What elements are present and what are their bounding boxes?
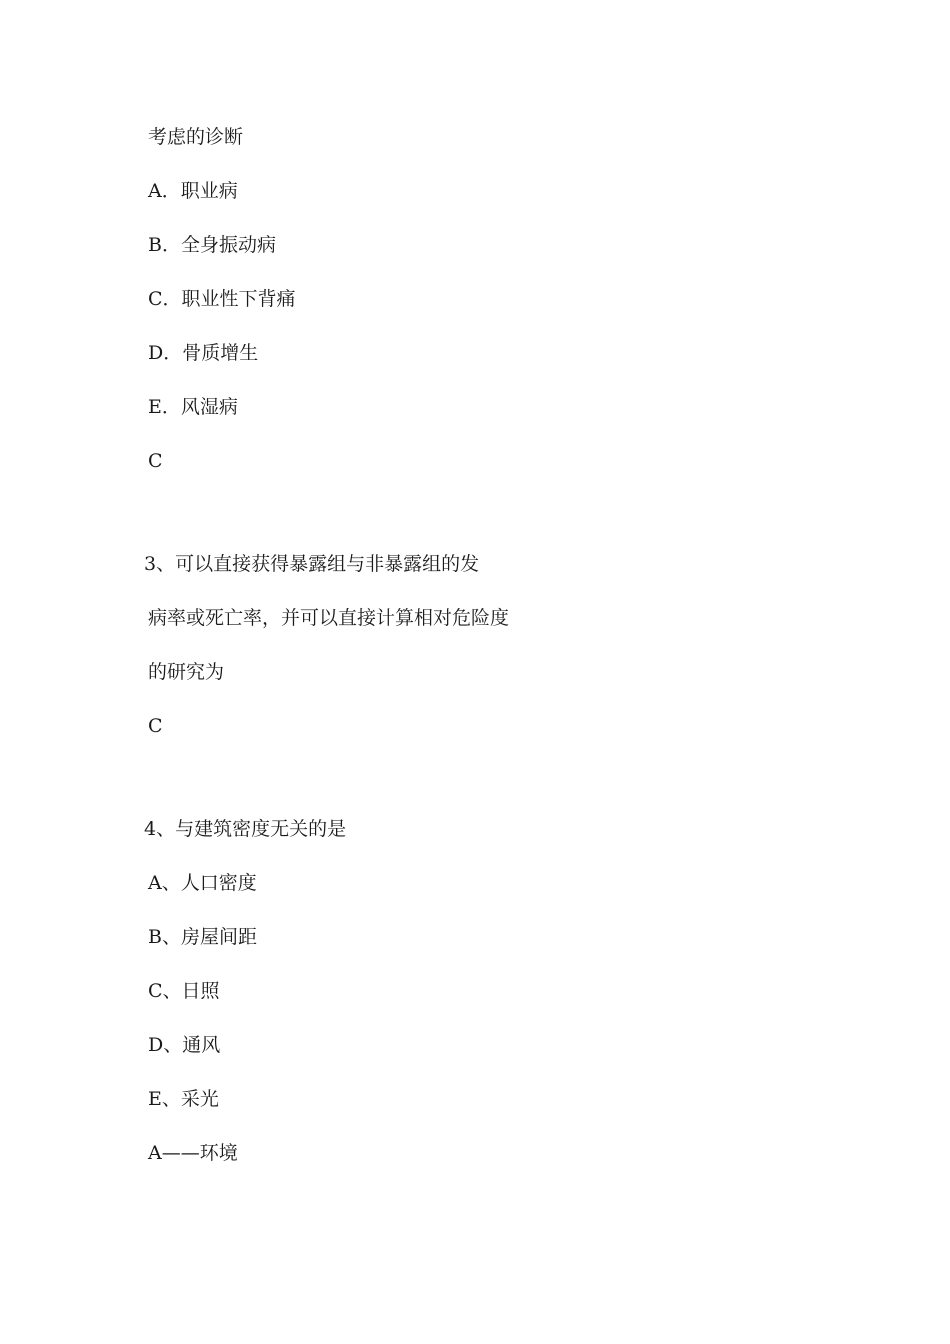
question-4-option-e: E、采光 xyxy=(148,1088,219,1110)
question-3-stem-line-3: 的研究为 xyxy=(148,661,225,683)
option-a: A．职业病 xyxy=(148,180,238,202)
question-3-stem-line-1: 3、可以直接获得暴露组与非暴露组的发 xyxy=(144,553,480,575)
option-c: C．职业性下背痛 xyxy=(148,288,296,310)
option-e: E．风湿病 xyxy=(148,396,238,418)
answer: C xyxy=(148,450,163,472)
question-4-option-a: A、人口密度 xyxy=(148,872,257,894)
question-4-option-d: D、通风 xyxy=(148,1034,221,1056)
question-3-answer: C xyxy=(148,715,163,737)
question-3-stem-line-2: 病率或死亡率，并可以直接计算相对危险度 xyxy=(148,607,510,629)
question-4-stem: 4、与建筑密度无关的是 xyxy=(144,818,347,840)
option-b: B．全身振动病 xyxy=(148,234,276,256)
option-d: D．骨质增生 xyxy=(148,342,259,364)
question-4-answer: A——环境 xyxy=(148,1142,238,1164)
question-4-option-c: C、日照 xyxy=(148,980,220,1002)
question-stem: 考虑的诊断 xyxy=(148,126,244,148)
question-4-option-b: B、房屋间距 xyxy=(148,926,257,948)
